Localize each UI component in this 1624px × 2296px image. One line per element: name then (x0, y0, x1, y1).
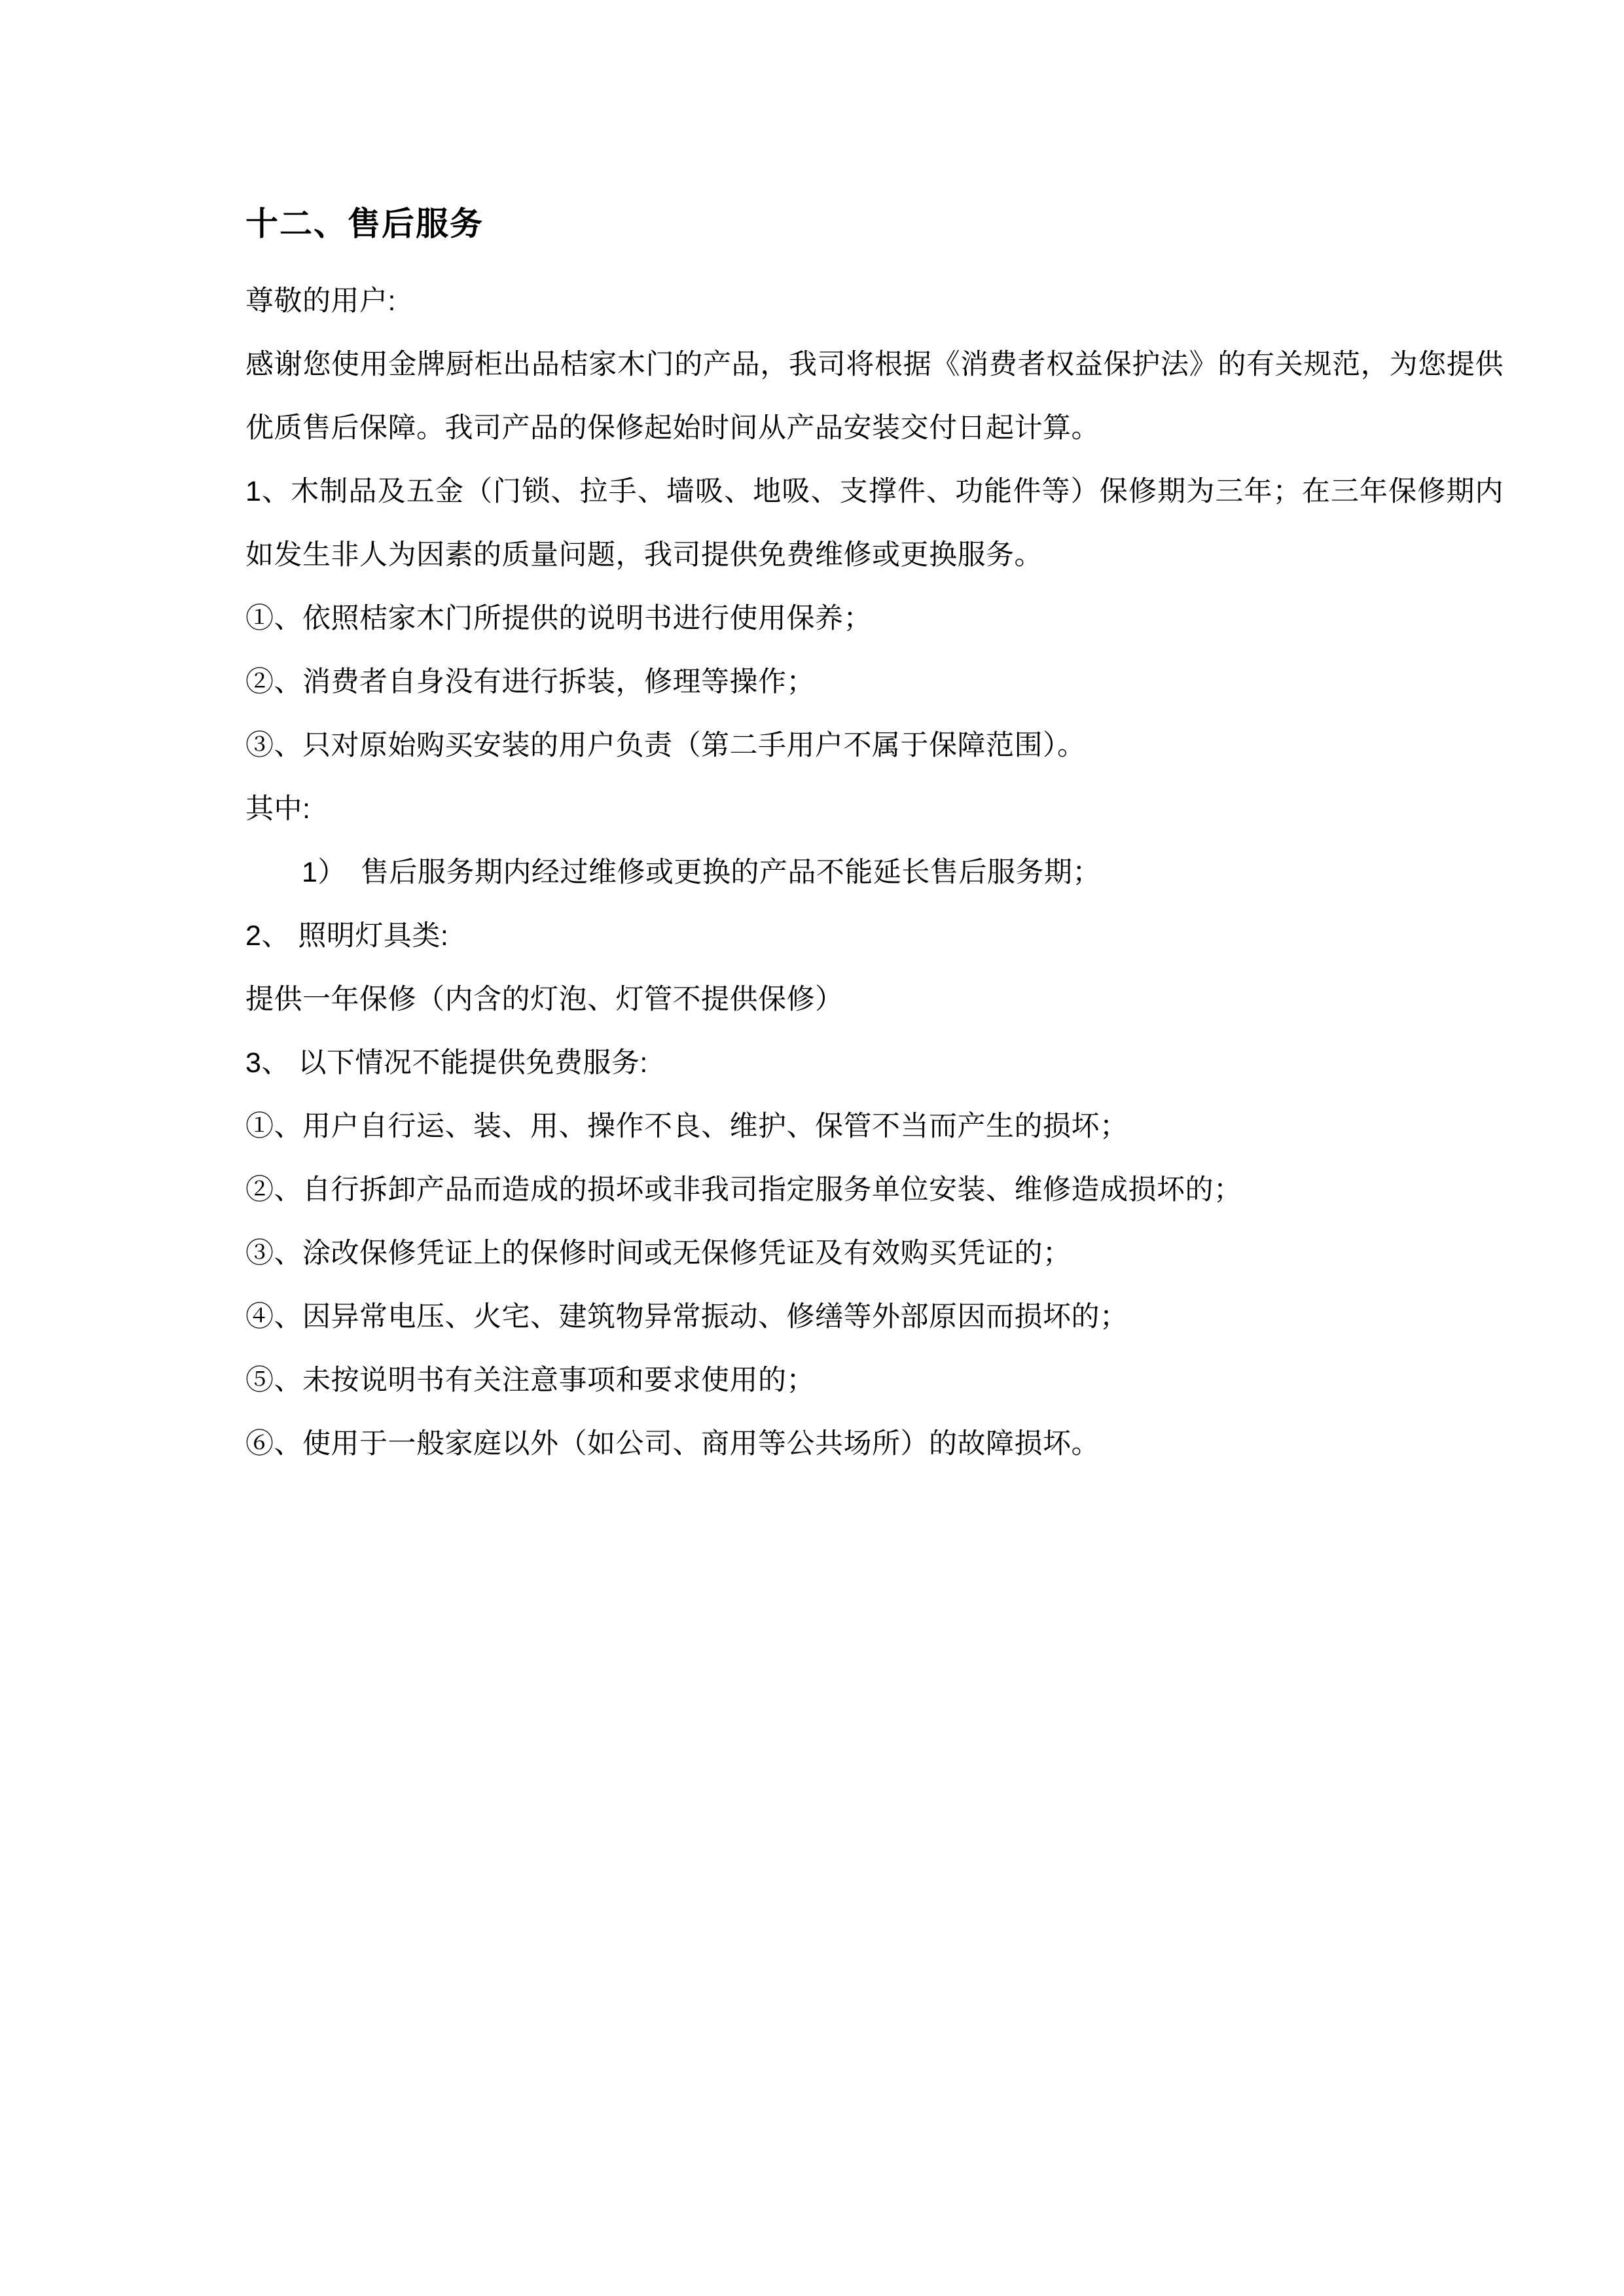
paragraph: 其中: (245, 793, 311, 825)
document-title: 十二、售后服务 (245, 206, 484, 242)
paragraph: ⑤、未按说明书有关注意事项和要求使用的； (245, 1365, 815, 1396)
paragraph: ④、因异常电压、火宅、建筑物异常振动、修缮等外部原因而损坏的； (245, 1301, 1128, 1333)
document-content (245, 204, 1504, 1476)
paragraph-list (245, 270, 1504, 1476)
paragraph: 3、 以下情况不能提供免费服务: (245, 1047, 648, 1079)
paragraph: 尊敬的用户: (245, 285, 396, 317)
paragraph: ③、涂改保修凭证上的保修时间或无保修凭证及有效购买凭证的； (245, 1238, 1072, 1269)
paragraph: 1） 售后服务期内经过维修或更换的产品不能延长售后服务期； (302, 857, 1101, 888)
paragraph: 2、 照明灯具类: (245, 920, 449, 952)
paragraph: ①、依照桔家木门所提供的说明书进行使用保养； (245, 603, 872, 634)
paragraph: 提供一年保修（内含的灯泡、灯管不提供保修） (245, 984, 844, 1015)
paragraph: 感谢您使用金牌厨柜出品桔家木门的产品，我司将根据《消费者权益保护法》的有关规范，为您提供优质售后保障。我司产品的保修起始时间从产品安装交付日起计算。 (245, 349, 1504, 444)
paragraph: ①、用户自行运、装、用、操作不良、维护、保管不当而产生的损坏； (245, 1111, 1128, 1142)
paragraph: ⑥、使用于一般家庭以外（如公司、商用等公共场所）的故障损坏。 (245, 1428, 1100, 1460)
paragraph: ②、消费者自身没有进行拆装，修理等操作； (245, 666, 815, 698)
paragraph: ②、自行拆卸产品而造成的损坏或非我司指定服务单位安装、维修造成损坏的； (245, 1174, 1242, 1206)
paragraph: 1、木制品及五金（门锁、拉手、墙吸、地吸、支撑件、功能件等）保修期为三年；在三年保修期内如发生非人为因素的质量问题，我司提供免费维修或更换服务。 (245, 476, 1504, 571)
paragraph: ③、只对原始购买安装的用户负责（第二手用户不属于保障范围）。 (245, 730, 1086, 761)
